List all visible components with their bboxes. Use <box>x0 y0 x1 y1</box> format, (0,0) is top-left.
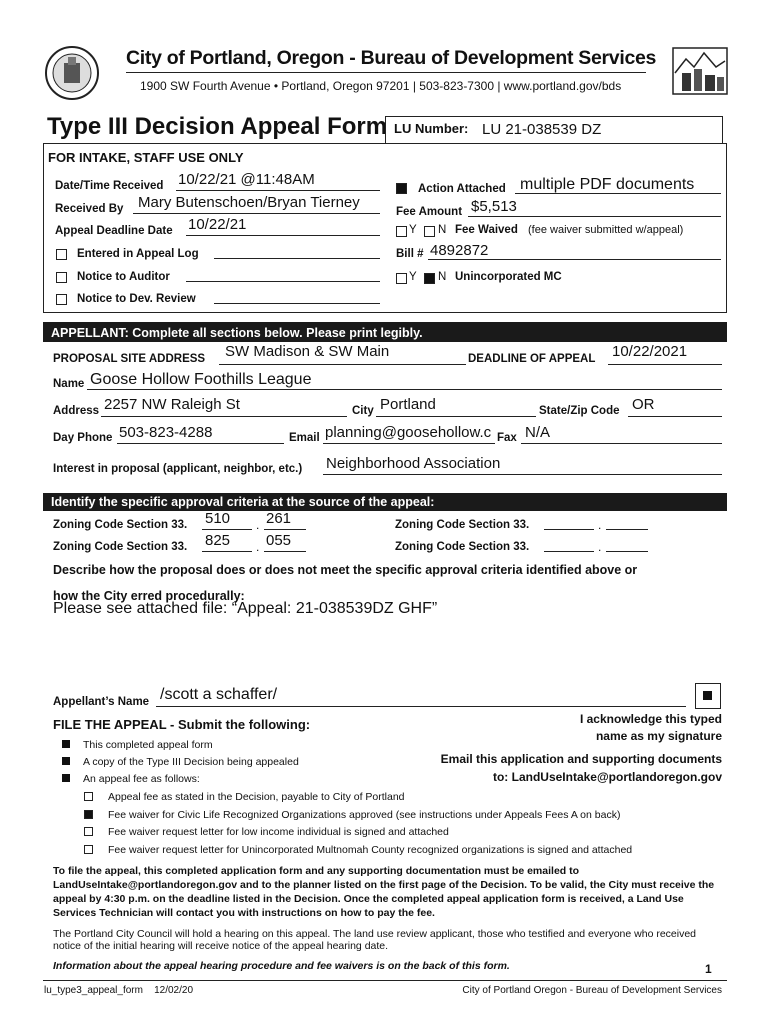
fax-value[interactable]: N/A <box>525 424 551 441</box>
fee-option-1[interactable] <box>84 791 405 803</box>
dev-review-label: Notice to Dev. Review <box>77 293 196 305</box>
phone-label: Day Phone <box>53 432 113 444</box>
zc-1-dot: . <box>256 518 260 532</box>
header-rule <box>126 72 646 73</box>
received-label: Date/Time Received <box>55 180 164 192</box>
appellant-signature-value[interactable]: /scott a schaffer/ <box>160 686 278 703</box>
address-value[interactable]: 2257 NW Raleigh St <box>104 396 240 413</box>
city-value[interactable]: Portland <box>380 396 436 413</box>
fee-option-2-text: Fee waiver for Civic Life Recognized Organizations approved (see instructions under Appeals Fees A on back) <box>108 809 621 821</box>
action-attached-checkbox[interactable] <box>396 180 407 198</box>
instructions-paragraph-2: The Portland City Council will hold a hearing on this appeal. The land use review applicant, those who testified and everyone who received notice of the initial hearing will receive notice of the appeal hearing date. <box>53 928 697 952</box>
file-item-3-text: An appeal fee as follows: <box>83 773 200 785</box>
instructions-rule <box>43 980 727 981</box>
file-heading: FILE THE APPEAL - Submit the following: <box>53 717 311 732</box>
describe-text-2: how the City erred procedurally: <box>53 589 245 603</box>
address-label: Address <box>53 405 100 417</box>
fee-option-2[interactable] <box>84 809 620 821</box>
fee-option-3-text: Fee waiver request letter for low income individual is signed and attached <box>108 826 449 838</box>
email-instruction-2: to: LandUseIntake@portlandoregon.gov <box>492 770 722 784</box>
name-label: Name <box>53 378 85 390</box>
bill-line <box>428 259 721 260</box>
zc-4-dot: . <box>598 540 602 554</box>
describe-text: Describe how the proposal does or does not meet the specific approval criteria identified above or <box>53 563 638 577</box>
fee-waived-label: Fee Waived <box>455 224 518 236</box>
zc-3a-line <box>544 529 594 530</box>
describe-value[interactable]: Please see attached file: “Appeal: 21-038539DZ GHF” <box>53 600 438 617</box>
unincorporated-y-checkbox[interactable] <box>396 270 407 288</box>
deadline-label: Appeal Deadline Date <box>55 225 173 237</box>
zc-4a-line <box>544 551 594 552</box>
fee-amount-label: Fee Amount <box>396 206 463 218</box>
zc-label-3: Zoning Code Section 33. <box>395 519 530 531</box>
zc-label-2: Zoning Code Section 33. <box>53 541 188 553</box>
header-address: 1900 SW Fourth Avenue • Portland, Oregon 97201 | 503-823-7300 | www.portland.gov/bds <box>140 79 622 93</box>
name-line <box>87 389 722 390</box>
email-line <box>323 443 495 444</box>
site-line <box>219 364 466 365</box>
city-label: City <box>352 405 374 417</box>
received-by-label: Received By <box>55 203 124 215</box>
phone-line <box>117 443 284 444</box>
zc-2b-line <box>264 551 306 552</box>
zc-2b-value[interactable]: 055 <box>266 532 292 549</box>
city-line <box>376 416 536 417</box>
acknowledge-text-1: I acknowledge this typed <box>579 712 722 726</box>
unincorporated-label: Unincorporated MC <box>455 271 562 283</box>
criteria-bar: Identify the specific approval criteria at the source of the appeal: <box>43 493 727 511</box>
fee-option-4-text: Fee waiver request letter for Unincorporated Multnomah County recognized organizations is signed and attached <box>108 844 633 856</box>
zc-1b-value[interactable]: 261 <box>266 510 292 527</box>
entered-line <box>214 258 380 259</box>
email-value[interactable]: planning@goosehollow.c <box>325 424 492 441</box>
form-title: Type III Decision Appeal Form <box>47 113 388 140</box>
fee-amount-line <box>468 216 721 217</box>
state-value[interactable]: OR <box>632 396 655 413</box>
received-by-value[interactable]: Mary Butenschoen/Bryan Tierney <box>138 194 360 211</box>
file-item-3 <box>62 773 200 785</box>
address-line <box>101 416 347 417</box>
dev-review-line <box>214 303 380 304</box>
bill-label: Bill # <box>396 248 424 260</box>
auditor-line <box>186 281 380 282</box>
zc-2a-line <box>202 551 252 552</box>
fee-option-4[interactable] <box>84 844 632 856</box>
deadline-value[interactable]: 10/22/21 <box>188 216 247 233</box>
zc-3b-line <box>606 529 648 530</box>
file-item-2 <box>62 756 299 768</box>
zc-1a-line <box>202 529 252 530</box>
fee-waived-n-checkbox[interactable] <box>424 223 435 241</box>
fee-option-3[interactable] <box>84 826 449 838</box>
lu-number-value[interactable]: LU 21-038539 DZ <box>482 121 602 138</box>
unincorporated-n-checkbox[interactable] <box>424 270 435 288</box>
auditor-label: Notice to Auditor <box>77 271 170 283</box>
appeal-deadline-value[interactable]: 10/22/2021 <box>612 343 688 360</box>
zc-1b-line <box>264 529 306 530</box>
fee-amount-value[interactable]: $5,513 <box>471 198 517 215</box>
appellant-name-line <box>156 706 686 707</box>
auditor-checkbox[interactable] <box>56 269 67 287</box>
fee-option-1-text: Appeal fee as stated in the Decision, payable to City of Portland <box>108 791 405 803</box>
file-item-1 <box>62 739 213 751</box>
file-item-1-text: This completed appeal form <box>83 739 213 751</box>
acknowledge-checkbox[interactable] <box>695 683 721 709</box>
instructions-paragraph-1: To file the appeal, this completed application form and any supporting documentation must be emailed to LandUseIntake@portlandoregon.gov and to the planner listed on the first page of the Decision. To be valid, the City must receive the appeal by 4:30 p.m. on the deadline listed in the Decision. Once the completed appeal application form is received, a Land Use Services Technician will contact you with instructions on how to pay the fee. <box>53 865 715 919</box>
footer-left: lu_type3_appeal_form 12/02/20 <box>44 985 193 996</box>
email-instruction-1: Email this application and supporting documents <box>440 752 722 766</box>
received-by-line <box>133 213 380 214</box>
fee-waived-note: (fee waiver submitted w/appeal) <box>528 224 684 236</box>
zc-2-dot: . <box>256 540 260 554</box>
interest-label: Interest in proposal (applicant, neighbor, etc.) <box>53 463 303 475</box>
fee-waived-y-checkbox[interactable] <box>396 223 407 241</box>
appeal-deadline-label: DEADLINE OF APPEAL <box>468 353 596 365</box>
name-value[interactable]: Goose Hollow Foothills League <box>90 371 312 388</box>
entered-label: Entered in Appeal Log <box>77 248 199 260</box>
unincorporated-n-label: N <box>438 271 447 283</box>
email-label: Email <box>289 432 320 444</box>
city-skyline-icon <box>672 47 728 95</box>
page-number: 1 <box>705 962 712 976</box>
acknowledge-text-2: name as my signature <box>595 729 722 743</box>
unincorporated-y-label: Y <box>409 271 417 283</box>
site-label: PROPOSAL SITE ADDRESS <box>53 353 206 365</box>
zc-2a-value[interactable]: 825 <box>205 532 231 549</box>
entered-checkbox[interactable] <box>56 246 67 264</box>
appellant-name-label: Appellant’s Name <box>53 696 150 708</box>
intake-heading: FOR INTAKE, STAFF USE ONLY <box>48 150 244 165</box>
site-value[interactable]: SW Madison & SW Main <box>225 343 390 360</box>
interest-line <box>323 474 722 475</box>
received-value[interactable]: 10/22/21 @11:48AM <box>178 171 315 188</box>
lu-number-box <box>385 116 723 144</box>
zc-3-dot: . <box>598 518 602 532</box>
fax-label: Fax <box>497 432 517 444</box>
phone-value[interactable]: 503-823-4288 <box>119 424 213 441</box>
lu-number-label: LU Number: <box>394 121 469 136</box>
appeal-deadline-line <box>608 364 722 365</box>
action-attached-label: Action Attached <box>418 183 506 195</box>
bill-value[interactable]: 4892872 <box>430 242 489 259</box>
interest-value[interactable]: Neighborhood Association <box>326 455 501 472</box>
deadline-line <box>186 235 380 236</box>
zc-label-1: Zoning Code Section 33. <box>53 519 188 531</box>
fee-waived-y-label: Y <box>409 224 417 236</box>
received-line <box>176 190 380 191</box>
zc-label-4: Zoning Code Section 33. <box>395 541 530 553</box>
fax-line <box>521 443 722 444</box>
instructions-paragraph-3: Information about the appeal hearing procedure and fee waivers is on the back of this form. <box>53 960 510 972</box>
file-item-2-text: A copy of the Type III Decision being appealed <box>83 756 299 768</box>
appellant-bar: APPELLANT: Complete all sections below. Please print legibly. <box>43 322 727 342</box>
state-label: State/Zip Code <box>539 405 620 417</box>
action-attached-value[interactable]: multiple PDF documents <box>520 176 695 193</box>
org-title: City of Portland, Oregon - Bureau of Development Services <box>126 47 657 69</box>
zc-4b-line <box>606 551 648 552</box>
city-seal <box>44 45 100 101</box>
footer-right: City of Portland Oregon - Bureau of Development Services <box>462 985 722 996</box>
state-line <box>628 416 722 417</box>
dev-review-checkbox[interactable] <box>56 291 67 309</box>
fee-waived-n-label: N <box>438 224 447 236</box>
zc-1a-value[interactable]: 510 <box>205 510 231 527</box>
